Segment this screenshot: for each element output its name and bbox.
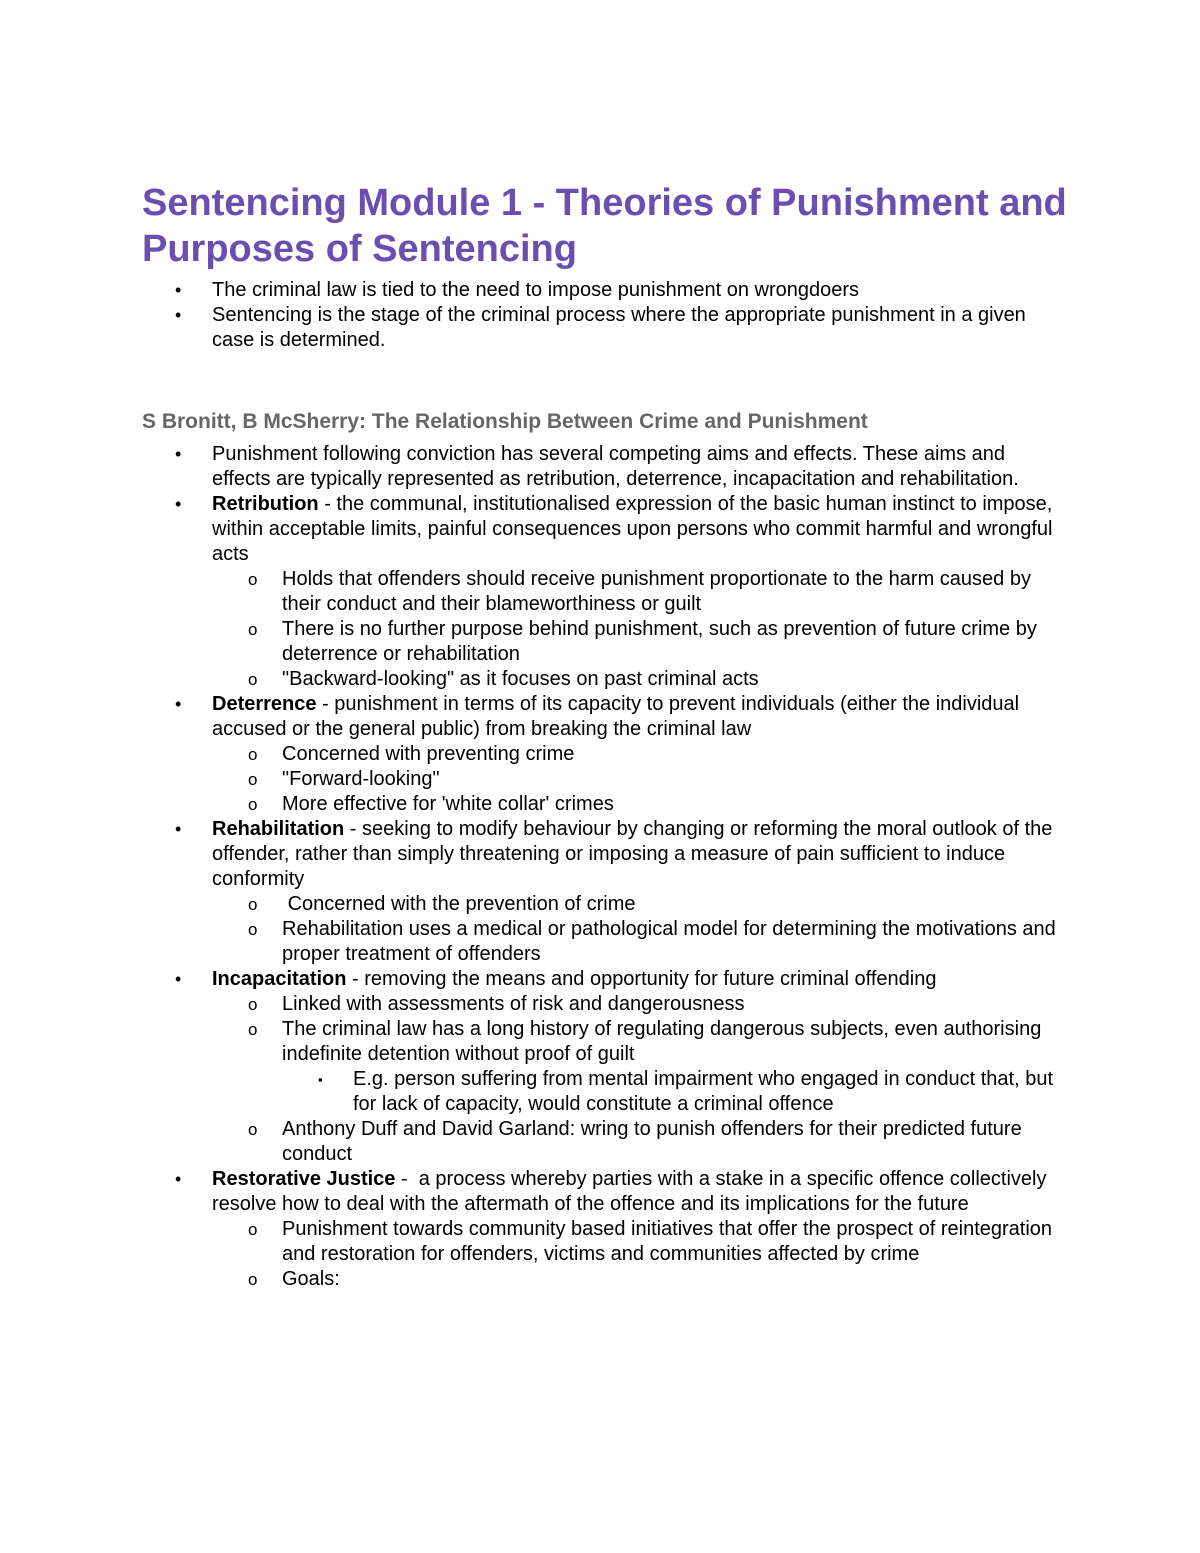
bullet-icon: •	[175, 1169, 182, 1189]
list-item: • Punishment following conviction has several competing aims and effects. These aims and effects are typically represented as retribution, deterrence, incapacitation and rehabilitation.	[175, 443, 1019, 490]
bullet-icon: •	[175, 494, 182, 514]
bullet-icon: o	[248, 795, 258, 814]
term-label: Restorative Justice	[212, 1168, 396, 1190]
intro-list	[142, 278, 1067, 353]
bullet-icon: •	[175, 305, 182, 325]
bullet-icon: o	[248, 745, 258, 764]
sub-list-item: o There is no further purpose behind punishment, such as prevention of future crime by deterrence or rehabilitation	[248, 618, 1037, 665]
bullet-icon: o	[248, 1120, 258, 1139]
bullet-icon: •	[175, 694, 182, 714]
sub-list-item: o More effective for 'white collar' crimes	[248, 793, 614, 815]
bullet-icon: o	[248, 895, 258, 914]
list-item: • Sentencing is the stage of the criminal process where the appropriate punishment in a given case is determined.	[175, 304, 1026, 351]
bullet-icon: o	[248, 570, 258, 589]
document-title: Sentencing Module 1 - Theories of Punishment and Purposes of Sentencing	[142, 182, 1067, 270]
bullet-icon: o	[248, 670, 258, 689]
bullet-icon: •	[175, 969, 182, 989]
sub-sub-list-item: ▪ E.g. person suffering from mental impairment who engaged in conduct that, but for lack of capacity, would constitute a criminal offence	[318, 1068, 1054, 1115]
term-label: Incapacitation	[212, 968, 347, 990]
bullet-icon: o	[248, 1220, 258, 1239]
bullet-icon: •	[175, 444, 182, 464]
bullet-icon: o	[248, 620, 258, 639]
sub-list-item: o Holds that offenders should receive punishment proportionate to the harm caused by their conduct and their blameworthiness or guilt	[248, 568, 1031, 615]
list-item-retribution: • Retribution - the communal, institutionalised expression of the basic human instinct to impose, within acceptable limits, painful consequences upon persons who commit harmful and wrongful acts	[175, 493, 1053, 565]
bullet-icon: o	[248, 995, 258, 1014]
bullet-icon: o	[248, 920, 258, 939]
list-item: • The criminal law is tied to the need to impose punishment on wrongdoers	[175, 279, 860, 301]
section-list	[142, 442, 1067, 1292]
sub-list-item: o Anthony Duff and David Garland: wring to punish offenders for their predicted future conduct	[248, 1118, 1022, 1165]
list-item-deterrence: • Deterrence - punishment in terms of its capacity to prevent individuals (either the individual accused or the general public) from breaking the criminal law	[175, 693, 1020, 740]
term-label: Rehabilitation	[212, 818, 345, 840]
document-page	[142, 180, 1067, 1292]
sub-list-item: o Goals:	[248, 1268, 340, 1290]
bullet-icon: •	[175, 819, 182, 839]
sub-list-item: o Linked with assessments of risk and dangerousness	[248, 993, 745, 1015]
sub-list-item: o Rehabilitation uses a medical or pathological model for determining the motivations and proper treatment of offenders	[248, 918, 1056, 965]
sub-list-item: o Concerned with the prevention of crime	[248, 893, 636, 915]
term-label: Retribution	[212, 493, 319, 515]
list-item-rehabilitation: • Rehabilitation - seeking to modify behaviour by changing or reforming the moral outlook of the offender, rather than simply threatening or imposing a measure of pain sufficient to induce conformity	[175, 818, 1053, 890]
sub-list-item: o The criminal law has a long history of regulating dangerous subjects, even authorising indefinite detention without proof of guilt	[248, 1018, 1042, 1065]
sub-list-item: o Punishment towards community based initiatives that offer the prospect of reintegration and restoration for offenders, victims and communities affected by crime	[248, 1218, 1053, 1265]
sub-list-item: o "Forward-looking"	[248, 768, 440, 790]
square-bullet-icon: ▪	[318, 1072, 323, 1087]
bullet-icon: o	[248, 1020, 258, 1039]
sub-list-item: o "Backward-looking" as it focuses on past criminal acts	[248, 668, 759, 690]
bullet-icon: o	[248, 1270, 258, 1289]
term-label: Deterrence	[212, 693, 317, 715]
bullet-icon: o	[248, 770, 258, 789]
sub-list-item: o Concerned with preventing crime	[248, 743, 575, 765]
list-item-incapacitation: • Incapacitation - removing the means and opportunity for future criminal offending	[175, 968, 937, 990]
section-heading: S Bronitt, B McSherry: The Relationship Between Crime and Punishment	[142, 410, 868, 433]
bullet-icon: •	[175, 280, 182, 300]
list-item-restorative-justice: • Restorative Justice - a process whereby parties with a stake in a specific offence collectively resolve how to deal with the aftermath of the offence and its implications for the future	[175, 1168, 1053, 1215]
